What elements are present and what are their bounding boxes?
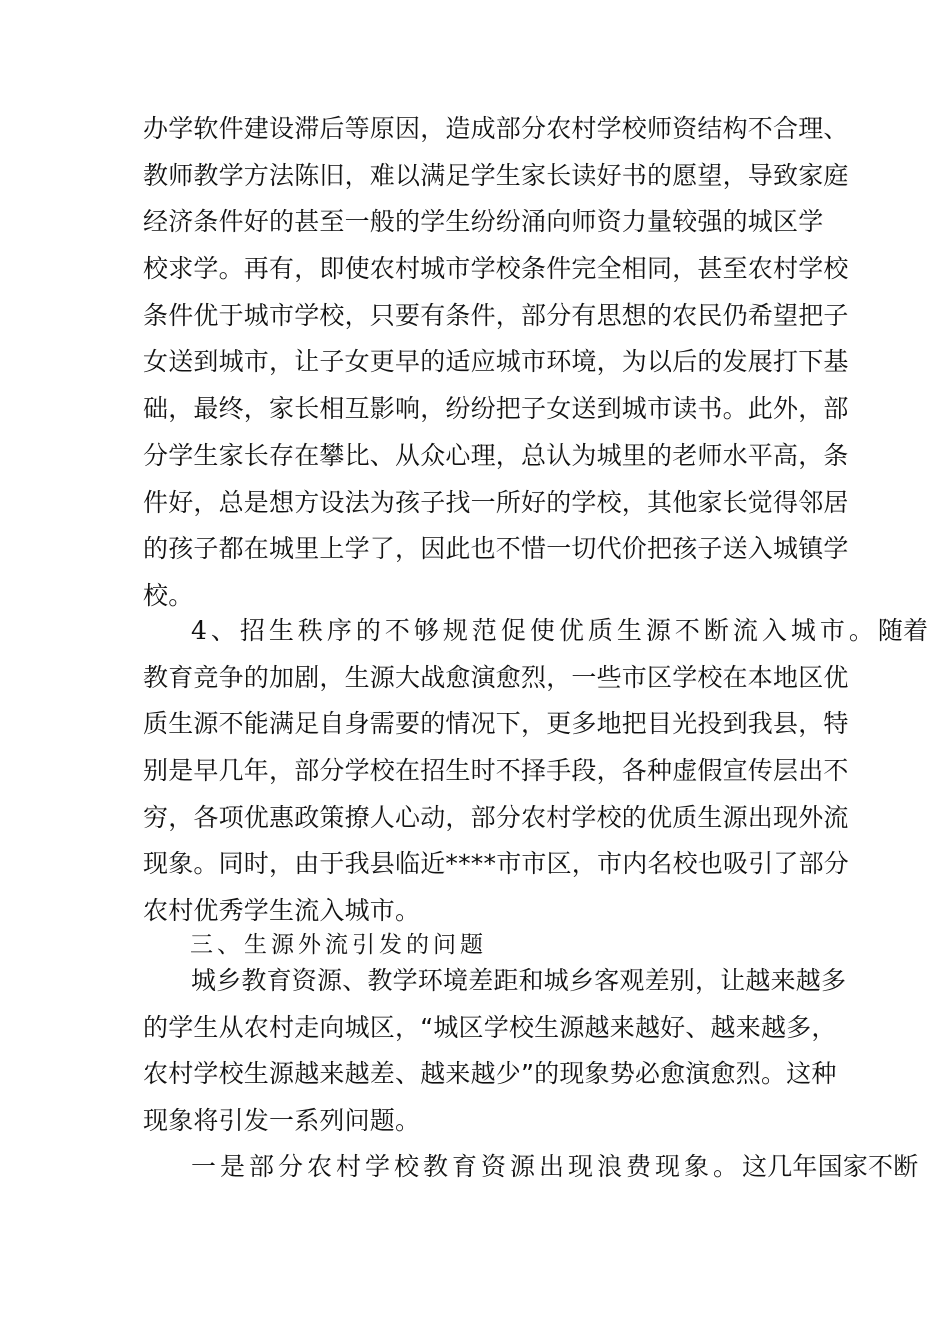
paragraph-6-lead: 一是部分农村学校教育资源出现浪费现象。 [191, 1152, 743, 1181]
text-line: 教育竞争的加剧，生源大战愈演愈烈，一些市区学校在本地区优 [143, 662, 849, 692]
text-line: 质生源不能满足自身需要的情况下，更多地把目光投到我县，特 [143, 709, 849, 739]
text-line: 件好，总是想方设法为孩子找一所好的学校，其他家长觉得邻居 [143, 487, 849, 517]
text-line: 农村优秀学生流入城市。 [143, 896, 421, 926]
text-line [143, 608, 929, 655]
text-line: 办学软件建设滞后等原因，造成部分农村学校师资结构不合理、 [143, 114, 849, 143]
text-line: 现象将引发一系列问题。 [143, 1106, 421, 1136]
text-line: 础，最终，家长相互影响，纷纷把子女送到城市读书。此外，部 [143, 394, 849, 424]
text-line: 校求学。再有，即使农村城市学校条件完全相同，甚至农村学校 [143, 254, 849, 284]
paragraph-4-lead-tail: 随着 [877, 616, 929, 645]
text-line: 城乡教育资源、教学环境差距和城乡客观差别，让越来越多 [191, 966, 847, 995]
text-line: 分学生家长存在攀比、从众心理，总认为城里的老师水平高，条 [143, 440, 849, 470]
text-line: 农村学校生源越来越差、越来越少”的现象势必愈演愈烈。这种 [143, 1059, 837, 1089]
text-line: 经济条件好的甚至一般的学生纷纷涌向师资力量较强的城区学 [143, 207, 824, 237]
paragraph-5 [143, 958, 847, 1145]
text-line: 现象。同时，由于我县临近****市市区，市内名校也吸引了部分 [143, 849, 850, 879]
paragraph-4-lead: 4、招生秩序的不够规范促使优质生源不断流入城市。 [191, 616, 878, 645]
text-line: 女送到城市，让子女更早的适应城市环境，为以后的发展打下基 [143, 347, 849, 377]
text-line: 的孩子都在城里上学了，因此也不惜一切代价把孩子送入城镇学 [143, 534, 849, 564]
text-line: 条件优于城市学校，只要有条件，部分有思想的农民仍希望把子 [143, 300, 849, 330]
paragraph-6 [143, 1144, 919, 1191]
paragraph-6-tail: 这几年国家不断 [742, 1152, 919, 1181]
text-line [143, 1144, 919, 1191]
text-line: 教师教学方法陈旧，难以满足学生家长读好书的愿望，导致家庭 [143, 160, 849, 190]
text-line: 校。 [143, 580, 194, 610]
paragraph-continuation [143, 106, 849, 620]
text-line: 穷，各项优惠政策撩人心动，部分农村学校的优质生源出现外流 [143, 802, 849, 832]
paragraph-4 [143, 608, 929, 935]
section-heading: 三、生源外流引发的问题 [190, 932, 487, 958]
text-line: 的学生从农村走向城区，“城区学校生源越来越好、越来越多， [143, 1012, 837, 1042]
text-line: 别是早几年，部分学校在招生时不择手段，各种虚假宣传层出不 [143, 756, 849, 786]
